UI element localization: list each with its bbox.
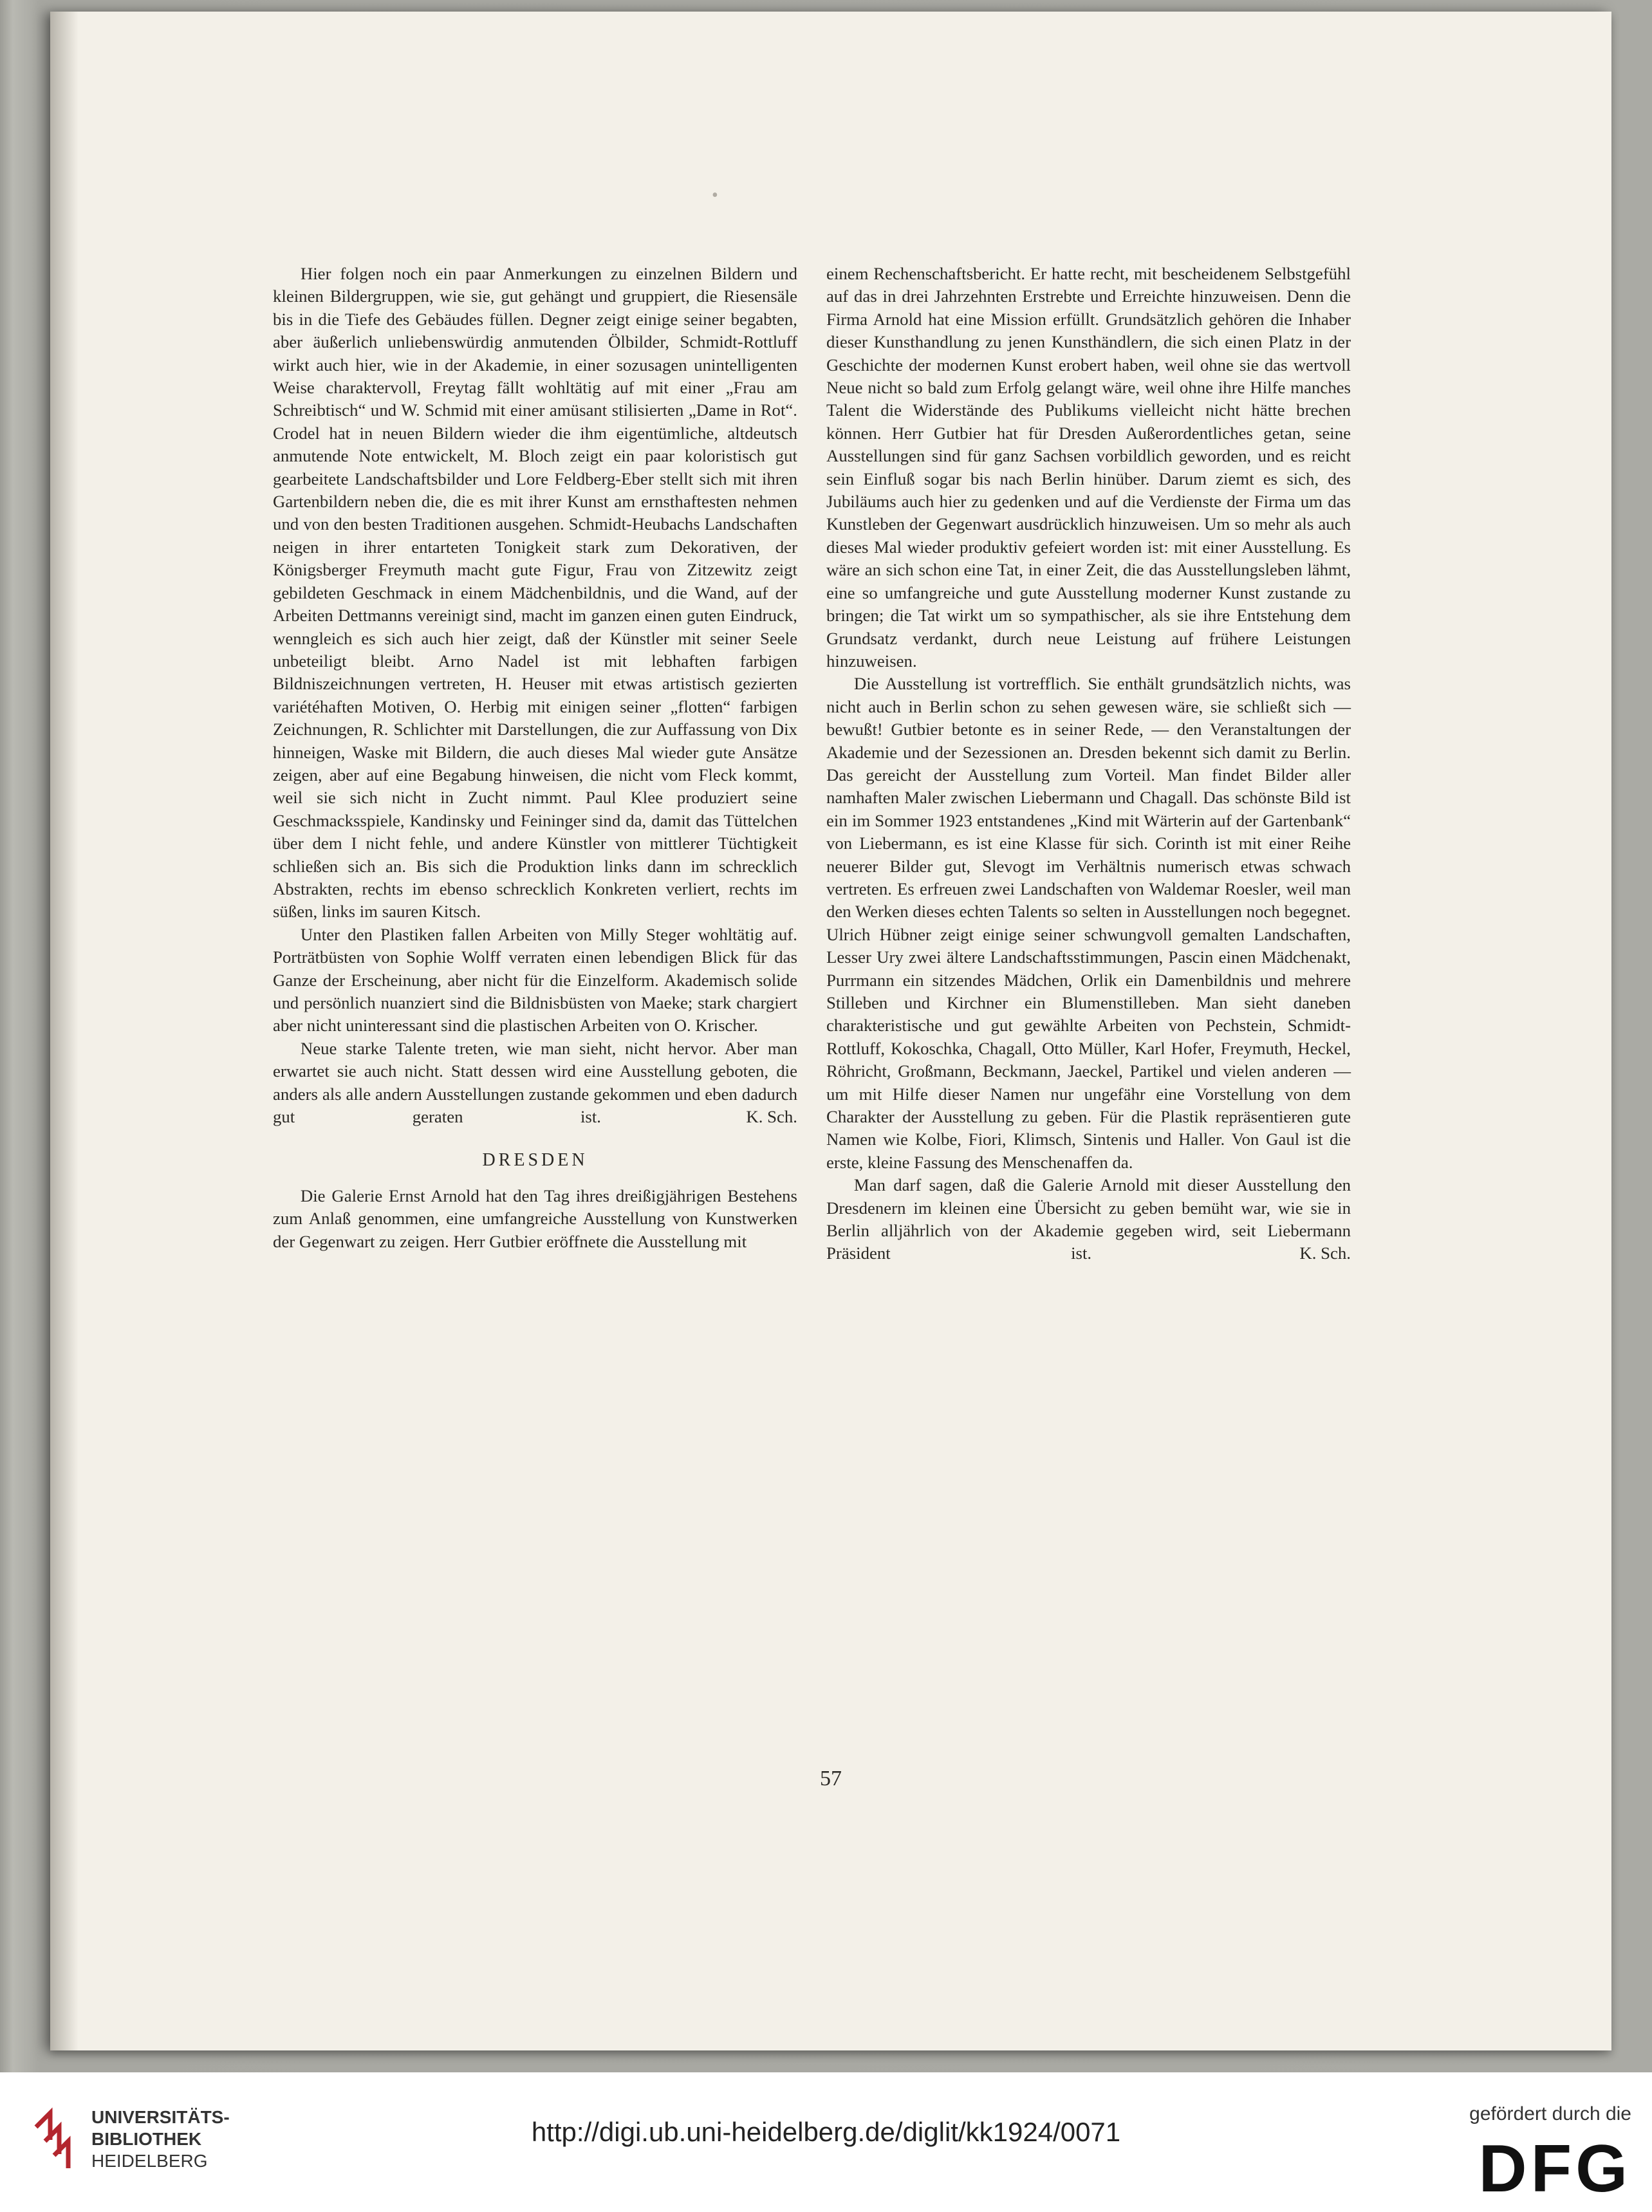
permalink-url[interactable]: http://digi.ub.uni-heidelberg.de/diglit/kk1924/0071 [531,2117,1121,2147]
paragraph-text: Neue starke Talente treten, wie man sieht, nicht hervor. Aber man erwartet sie auch nicht. Statt dessen wird eine Ausstellung geboten, die anders als alle andern Ausstellungen zustande gekommen und eben dadurch gut geraten ist. [273,1038,797,1127]
paragraph [273,1037,797,1129]
author-signature: K. Sch. [1299,1243,1351,1263]
funding-caption: gefördert durch die [1469,2103,1631,2124]
section-heading: DRESDEN [482,1150,588,1171]
paragraph-text: Man darf sagen, daß die Galerie Arnold mit dieser Ausstellung den Dresdenern im kleinen eine Übersicht zu geben bemüht war, wie sie in Berlin alljährlich von der Akademie gegeben wird, seit Liebermann Präsident ist. [826,1175,1351,1263]
paragraph: Die Galerie Ernst Arnold hat den Tag ihres dreißigjährigen Bestehens zum Anlaß genommen, eine umfangreiche Ausstellung von Kunstwerken der Gegenwart zu zeigen. Herr Gutbier eröffnete die Ausstellung mit [273,1185,797,1251]
paragraph: Unter den Plastiken fallen Arbeiten von Milly Steger wohltätig auf. Porträtbüsten von Sophie Wolff verraten einen lebendigen Blick für das Ganze der Erscheinung, aber nicht für die Einzelform. Akademisch solide und persönlich nuanziert sind die Bildnisbüsten von Maeke; stark chargiert aber nicht uninteressant sind die plastischen Arbeiten von O. Krischer. [273,924,797,1036]
library-name-line-1: UNIVERSITÄTS- [91,2107,230,2127]
paragraph [826,1174,1351,1265]
left-column [273,263,797,1253]
paragraph-continued: einem Rechenschaftsbericht. Er hatte recht, mit bescheidenem Selbstgefühl auf das in drei Jahrzehnten Erstrebte und Erreichte hinzuweisen. Denn die Firma Arnold hat eine Mission erfüllt. Grundsätzlich gehören die Inhaber dieser Kunsthandlung zu jenen Kunsthändlern, die sich einen Platz in der Geschichte der modernen Kunst erobert haben, weil ohne sie das wertvoll Neue nicht so bald zum Erfolg gelangt wäre, weil ohne ihre Hilfe manches Talent die Widerstände des Publikums vielleicht nicht hätte brechen können. Herr Gutbier hat für Dresden Außerordentliches getan, seine Ausstellungen sind für ganz Sachsen vorbildlich geworden, und es reicht sein Einfluß sogar bis nach Berlin hinüber. Darum ziemt es sich, des Jubiläums auch hier zu gedenken und auf die Verdienste der Firma um das Kunstleben der Gegenwart ausdrücklich hinzuweisen. Um so mehr als auch dieses Mal wieder produktiv gefeiert worden ist: mit einer Ausstellung. Es wäre an sich schon eine Tat, in einer Zeit, die das Ausstellungsleben lähmt, eine so umfangreiche und gute Ausstellung moderner Kunst zustande zu bringen; die Tat wirkt um so sympathischer, als sie ihre Entstehung dem Grundsatz verdankt, durch neue Leistung auf frühere Leistungen hinzuweisen. [826,264,1351,671]
library-name-line-3: HEIDELBERG [91,2151,208,2171]
library-name-line-2: BIBLIOTHEK [91,2129,202,2149]
dfg-logo: DFG [1478,2132,1631,2206]
page [50,12,1611,2050]
author-signature: K. Sch. [746,1107,797,1127]
paragraph: Die Ausstellung ist vortrefflich. Sie enthält grundsätzlich nichts, was nicht auch in Berlin schon zu sehen gewesen wäre, sie schließt sich — bewußt! Gutbier betonte es in seiner Rede, — den Veranstaltungen der Akademie und der Sezessionen an. Dresden bekennt sich damit zu Berlin. Das gereicht der Ausstellung zum Vorteil. Man findet Bilder aller namhaften Maler zwischen Liebermann und Chagall. Das schönste Bild ist ein im Sommer 1923 entstandenes „Kind mit Wärterin auf der Gartenbank“ von Liebermann, es ist eine Klasse für sich. Corinth ist mit einer Reihe neuerer Bilder gut, Slevogt im Verhältnis numerisch etwas schwach vertreten. Es erfreuen zwei Landschaften von Waldemar Roesler, weil man den Werken dieses echten Talents so selten in Ausstellungen noch begegnet. Ulrich Hübner zeigt einige seiner schwungvoll gemalten Landschaften, Lesser Ury zwei ältere Landschaftsstimmungen, Pascin einen Mädchenakt, Purrmann ein sitzendes Mädchen, Orlik ein Damenbildnis und mehrere Stilleben und Kirchner ein Blumenstilleben. Man sieht daneben charakteristische und gut gewählte Arbeiten von Pechstein, Schmidt-Rottluff, Kokoschka, Chagall, Otto Müller, Karl Hofer, Freymuth, Heckel, Röhricht, Großmann, Beckmann, Jaeckel, Partikel und vielen anderen — um mit Hilfe dieser Namen nur ungefähr eine Vorstellung von dem Charakter der Ausstellung zu geben. Für die Plastik repräsentieren gute Namen wie Kolbe, Fiori, Klimsch, Sintenis und Haller. Von Gaul ist die erste, kleine Fassung des Menschenaffen da. [826,674,1351,1172]
ink-dot-mark: • [712,185,718,205]
paragraph: Hier folgen noch ein paar Anmerkungen zu einzelnen Bildern und kleinen Bildergruppen, wie sie, gut gehängt und gruppiert, die Riesensäle bis in die Tiefe des Gebäudes füllen. Degner zeigt einige seiner begabten, aber äußerlich unliebenswürdig anmutenden Ölbilder, Schmidt-Rottluff wirkt auch hier, wie in der Akademie, in einer sozusagen unintelligenten Weise charaktervoll, Freytag fällt wohltätig auf mit einer „Frau am Schreibtisch“ und W. Schmid mit einer amüsant stilisierten „Dame in Rot“. Crodel hat in neuen Bildern wieder die ihm eigentümliche, altdeutsch anmutende Note entwickelt, M. Bloch zeigt ein paar koloristisch gut gearbeitete Landschaftsbilder und Lore Feldberg-Eber stellt sich mit ihren Gartenbildern neben die, die es mit ihrer Kunst am ernsthaftesten nehmen und von den besten Traditionen ausgehen. Schmidt-Heubachs Landschaften neigen in ihrer entarteten Tonigkeit stark zum Dekorativen, der Königsberger Freymuth macht gute Figur, Frau von Zitzewitz zeigt gebildeten Geschmack in einem Mädchenbildnis, und die Wand, auf der Arbeiten Dettmanns vereinigt sind, macht im ganzen einen guten Eindruck, wenngleich es sich auch hier zeigt, daß der Künstler mit seiner Seele unbeteiligt bleibt. Arno Nadel ist mit lebhaften farbigen Bildniszeichnungen vertreten, H. Heuser mit etwas artistisch gezierten variétéhaften Motiven, O. Herbig mit einigen seiner „flotten“ farbigen Zeichnungen, R. Schlichter mit Darstellungen, die zur Auffassung von Dix hinneigen, Waske mit Bildern, die auch dieses Mal wieder gute Ansätze zeigen, aber auf eine Begabung hinweisen, die nicht vom Fleck kommt, weil sie sich nicht in Zucht nimmt. Paul Klee produziert seine Geschmacksspiele, Kandinsky und Feininger sind da, damit das Tüttelchen über dem I nicht fehle, und andere Künstler von mittlerer Tüchtigkeit schließen sich an. Bis sich die Produktion links dann im schrecklich Abstrakten, rechts im ebenso schrecklich Konkreten verliert, rechts im süßen, links im sauren Kitsch. [273,264,797,922]
page-number: 57 [820,1767,842,1790]
page-gutter-shadow [50,12,79,2050]
viewer-footer [0,2072,1652,2212]
right-column [826,263,1351,1265]
